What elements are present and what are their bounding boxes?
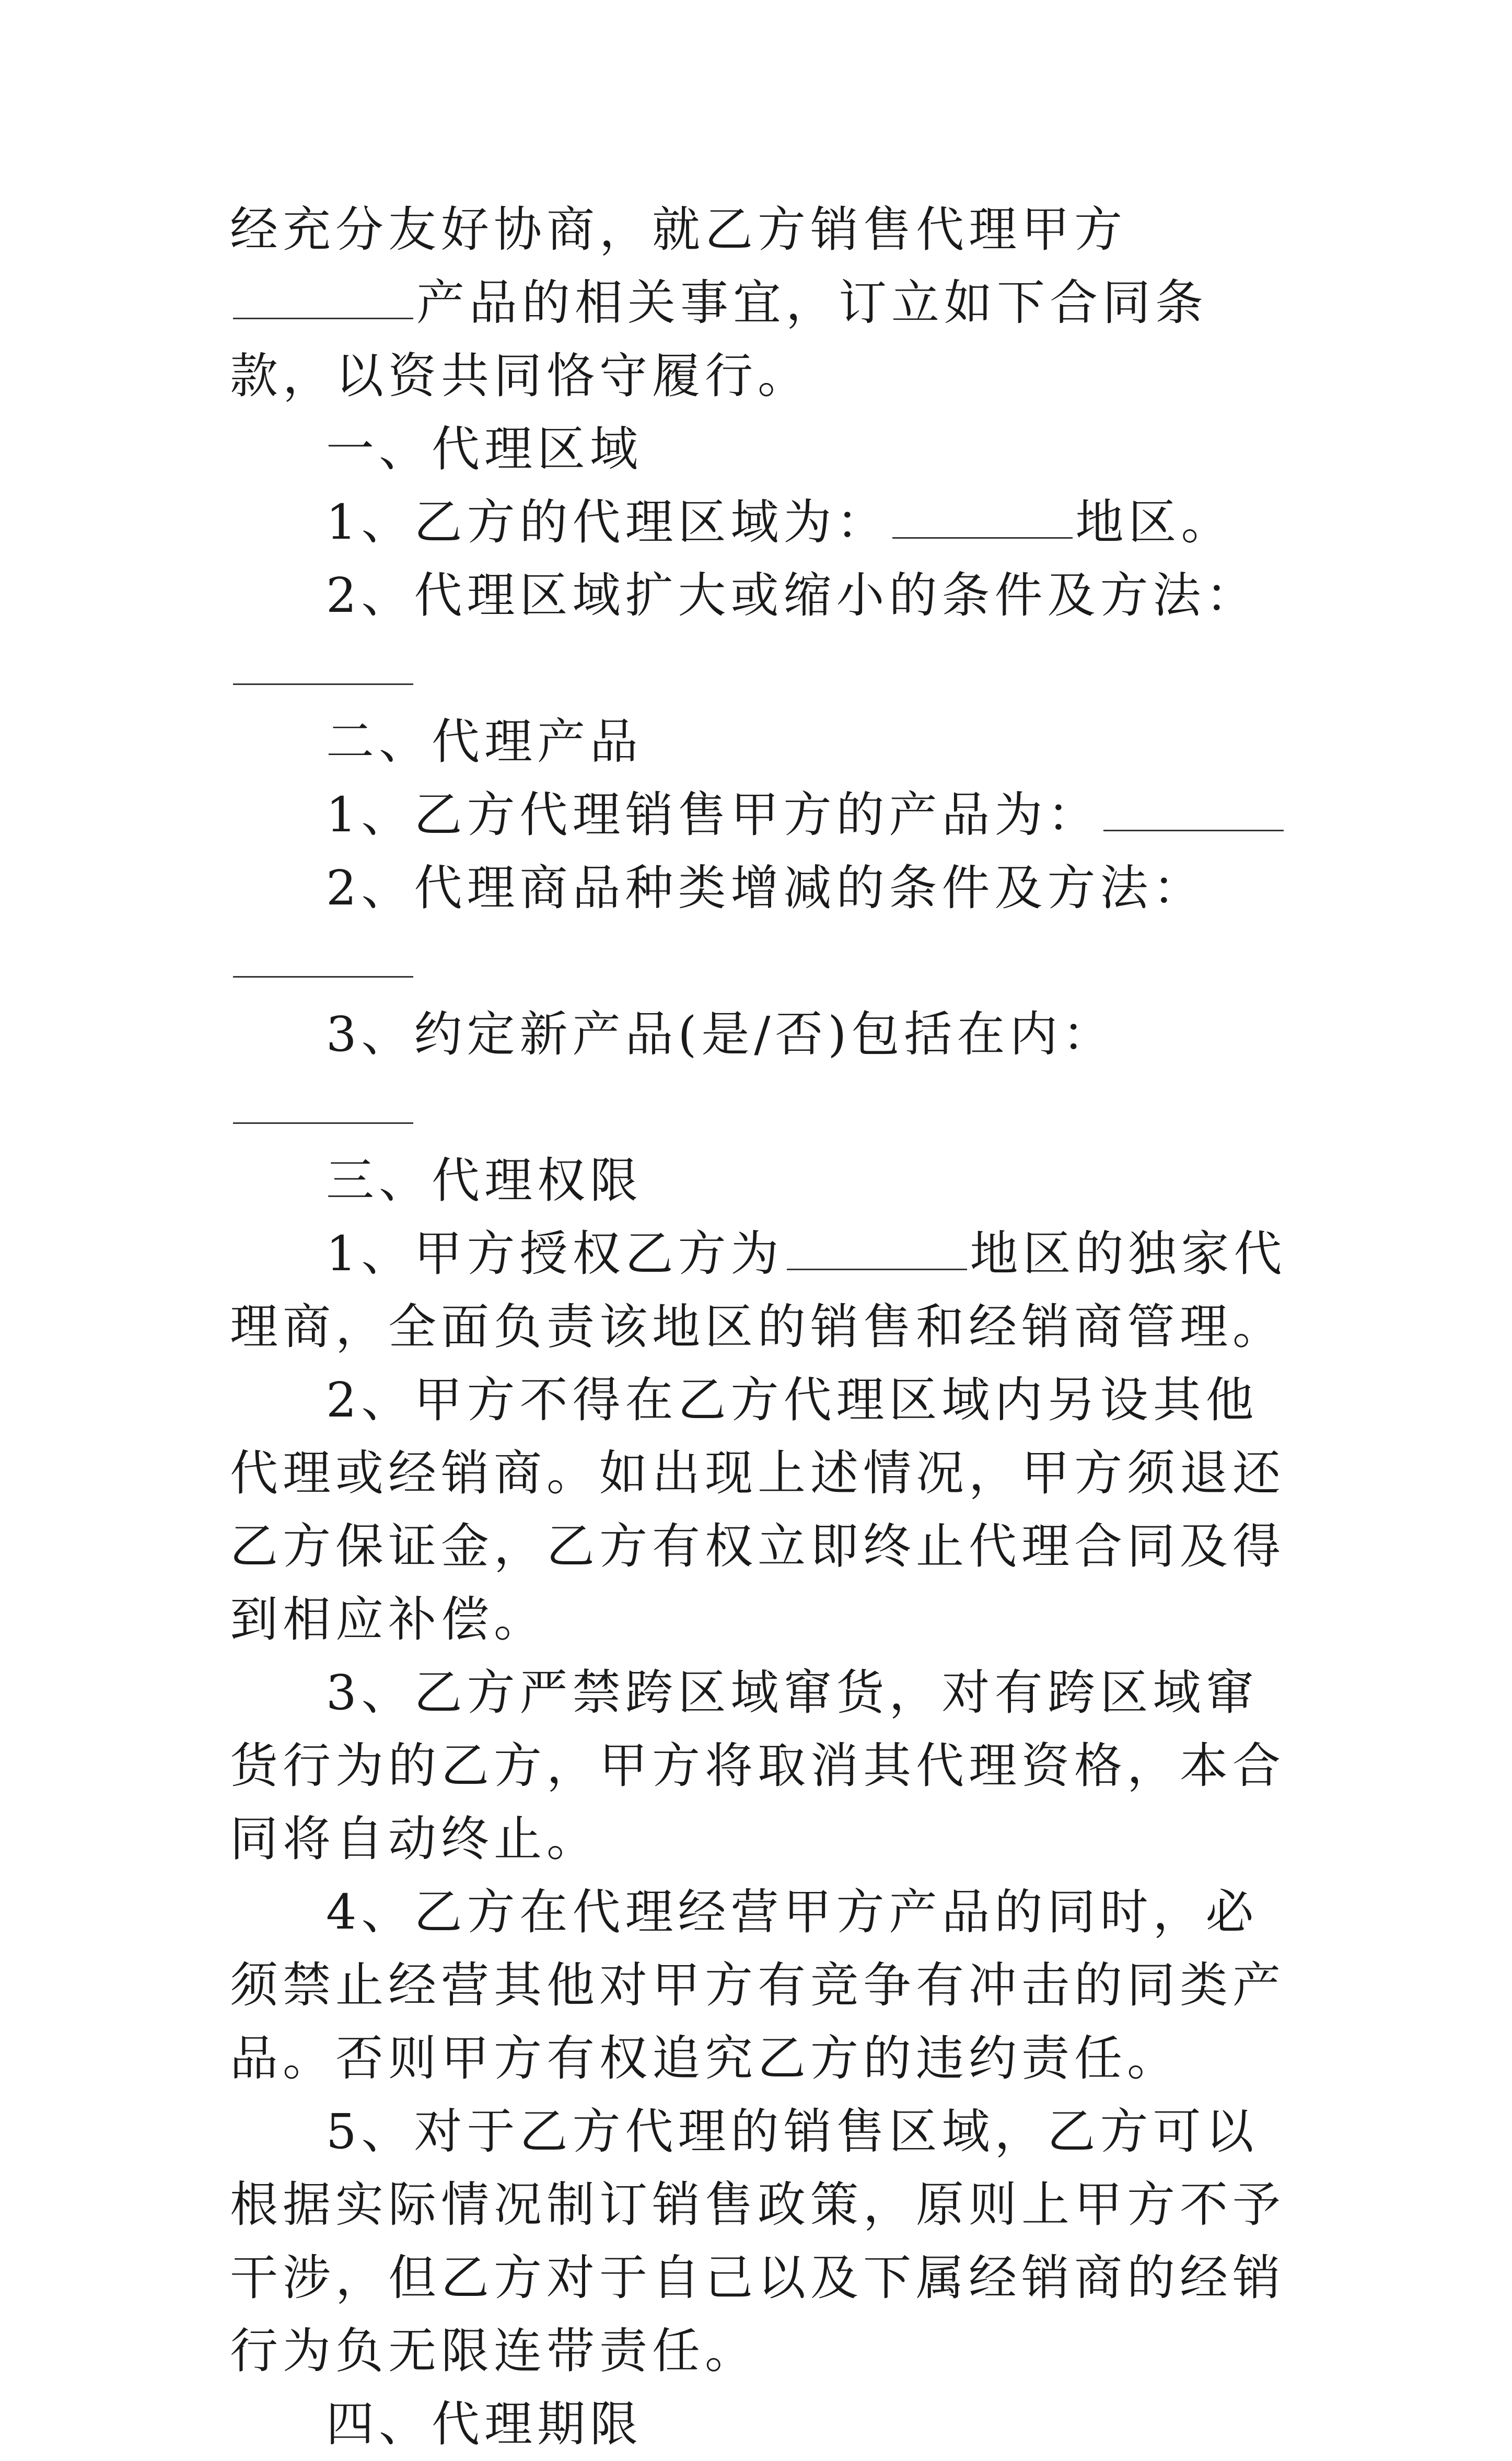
fill-in-blank[interactable] — [787, 1218, 967, 1270]
contract-body — [230, 193, 1296, 2461]
para-intro-cont — [230, 193, 1296, 413]
paragraph-text: 二、代理产品 — [326, 714, 643, 770]
paragraph-text: 1、乙方的代理区域为： — [326, 494, 889, 550]
paragraph-text: 产品的相关事宜，订立如下合同条款，以资共同恪守履行。 — [230, 275, 1208, 404]
paragraph-text: 2、代理商品种类增减的条件及方法： — [326, 860, 1206, 916]
clause-3-2 — [230, 1364, 1296, 1656]
fill-in-blank[interactable] — [1103, 779, 1284, 831]
paragraph-text: 3、约定新产品(是/否)包括在内： — [326, 1006, 1115, 1062]
paragraph-text: 四、代理期限 — [326, 2396, 643, 2452]
paragraph-text: 1、乙方代理销售甲方的产品为： — [326, 787, 1100, 843]
clause-3-4 — [230, 1876, 1296, 2095]
clause-2-2 — [230, 852, 1296, 998]
heading-agency-area — [230, 413, 1296, 486]
fill-in-blank[interactable] — [892, 486, 1073, 539]
paragraph-text: 一、代理区域 — [326, 421, 643, 477]
heading-agency-term — [230, 2388, 1296, 2461]
paragraph-text: 经充分友好协商，就乙方销售代理甲方 — [230, 202, 1127, 258]
clause-3-3 — [230, 1656, 1296, 1876]
clause-3-5 — [230, 2095, 1296, 2388]
paragraph-text: 2、甲方不得在乙方代理区域内另设其他代理或经销商。如出现上述情况，甲方须退还乙方保证金，乙方有权立即终止代理合同及得到相应补偿。 — [230, 1372, 1286, 1647]
fill-in-blank[interactable] — [233, 1072, 413, 1124]
paragraph-text: 地区的独家代理商，全面负责该地区的销售和经销商管理。 — [230, 1226, 1287, 1355]
paragraph-text: 三、代理权限 — [326, 1153, 643, 1209]
paragraph-text: 3、乙方严禁跨区域窜货，对有跨区域窜货行为的乙方，甲方将取消其代理资格，本合同将自动终止。 — [230, 1665, 1286, 1867]
paragraph-text: 2、代理区域扩大或缩小的条件及方法： — [326, 567, 1259, 623]
heading-agency-products — [230, 705, 1296, 779]
clause-2-3 — [230, 998, 1296, 1144]
clause-1-1 — [230, 486, 1296, 559]
clause-3-1 — [230, 1217, 1296, 1364]
fill-in-blank[interactable] — [233, 633, 413, 685]
paragraph-text: 4、乙方在代理经营甲方产品的同时，必须禁止经营其他对甲方有竞争有冲击的同类产品。否则甲方有权追究乙方的违约责任。 — [230, 1884, 1286, 2086]
fill-in-blank[interactable] — [233, 267, 413, 319]
fill-in-blank[interactable] — [233, 925, 413, 978]
clause-1-2 — [230, 559, 1296, 705]
paragraph-text: 5、对于乙方代理的销售区域，乙方可以根据实际情况制订销售政策，原则上甲方不予干涉，但乙方对于自己以及下属经销商的经销行为负无限连带责任。 — [230, 2104, 1286, 2379]
paragraph-text: 1、甲方授权乙方为 — [326, 1226, 784, 1282]
clause-2-1 — [230, 779, 1296, 852]
paragraph-text: 地区。 — [1075, 494, 1234, 550]
heading-agency-authority — [230, 1144, 1296, 1217]
